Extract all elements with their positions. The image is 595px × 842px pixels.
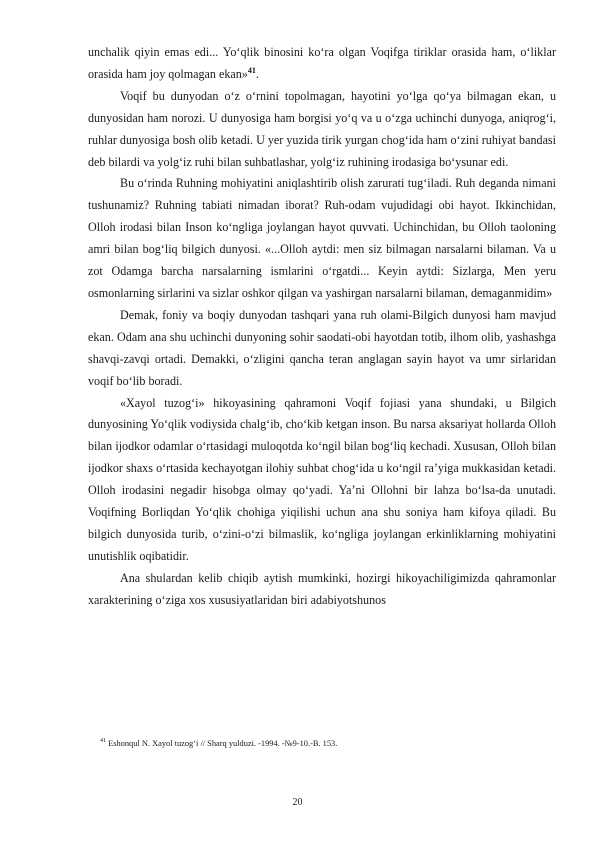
footnote (100, 738, 556, 750)
paragraph-1 (88, 42, 556, 86)
paragraph-6: Ana shulardan kelib chiqib aytish mumkinki, hozirgi hikoyachiligimizda qahramonlar xarakterining o‘ziga xos xususiyatlaridan biri adabiyotshunos (88, 570, 556, 607)
body-text (88, 42, 556, 612)
footnote-reference[interactable]: 41 (247, 65, 256, 75)
paragraph-2: Voqif bu dunyodan o‘z o‘rnini topolmagan, hayotini yo‘lga qo‘ya bilmagan ekan, u dunyosidan ham norozi. U dunyosiga ham borgisi yo‘q va u o‘zga uchinchi dunyoga, aniqrog‘i, ruhlar dunyosiga bosh olib ketadi. U yer yuzida tirik yurgan chog‘ida ham o‘zini ruhiyat bandasi deb bilardi va yolg‘iz ruhi bilan suhbatlashar, yolg‘iz ruhining irodasiga bo‘ysunar edi. (88, 88, 556, 169)
paragraph-5: «Xayol tuzog‘i» hikoyasining qahramoni Voqif fojiasi yana shundaki, u Bilgich dunyosining Yo‘qlik vodiysida chalg‘ib, cho‘kib ketgan inson. Bu narsa aksariyat hollarda Olloh bilan ijodkor odamlar o‘rtasidagi muloqotda ko‘ngil bilan bog‘liq kechadi. Xususan, Olloh bilan ijodkor shaxs o‘rtasida kechayotgan ilohiy suhbat chog‘ida u ko‘ngil ra’yiga mukkasidan ketadi. Olloh irodasini negadir hisobga olmay qo‘yadi. Ya’ni Ollohni bir lahza bo‘lsa-da unutadi. Voqifning Borliqdan Yo‘qlik chohiga yiqilishi uchun ana shu soniya ham kifoya qiladi. Bu bilgich dunyosida turib, o‘zini-o‘zi bilmaslik, ko‘ngliga joylangan erkinliklarning mohiyatini unutishlik oqibatidir. (88, 395, 556, 563)
footnote-text: Eshonqul N. Xayol tuzog‘i // Sharq yulduzi. -1994. -№9-10.-B. 153. (106, 739, 338, 748)
paragraph-1-text: unchalik qiyin emas edi... Yo‘qlik binosini ko‘ra olgan Voqifga tiriklar orasida ham, o‘liklar orasida ham joy qolmagan ekan» (88, 45, 556, 81)
footnote-number: 41 (100, 738, 106, 745)
paragraph-1-end: . (255, 66, 259, 81)
paragraph-4: Demak, foniy va boqiy dunyodan tashqari yana ruh olami-Bilgich dunyosi ham mavjud ekan. Odam ana shu uchinchi dunyoning sohir saodati-obi hayotdan totib, ilhom olib, yashashga shavqi-zavqi ortadi. Demakki, o‘zligini qancha teran anglagan sayin hayot va umr sirlaridan voqif bo‘lib boradi. (88, 307, 556, 388)
page-number: 20 (292, 797, 303, 808)
paragraph-3: Bu o‘rinda Ruhning mohiyatini aniqlashtirib olish zarurati tug‘iladi. Ruh deganda nimani tushunamiz? Ruhning tabiati nimadan iborat? Ruh-odam vujudidagi obi hayot. Ikkinchidan, Olloh irodasi bilan Inson ko‘ngliga joylangan hayot quvvati. Uchinchidan, bu Olloh taoloning amri bilan bog‘liq bilgich dunyosi. «...Olloh aytdi: men siz bilmagan narsalarni bilaman. Va u zot Odamga barcha narsalarning ismlarini o‘rgatdi... Keyin aytdi: Sizlarga, Men yeru osmonlarning sirlarini va sizlar oshkor qilgan va yashirgan narsalarni bilaman, demaganmidim» (88, 176, 556, 300)
